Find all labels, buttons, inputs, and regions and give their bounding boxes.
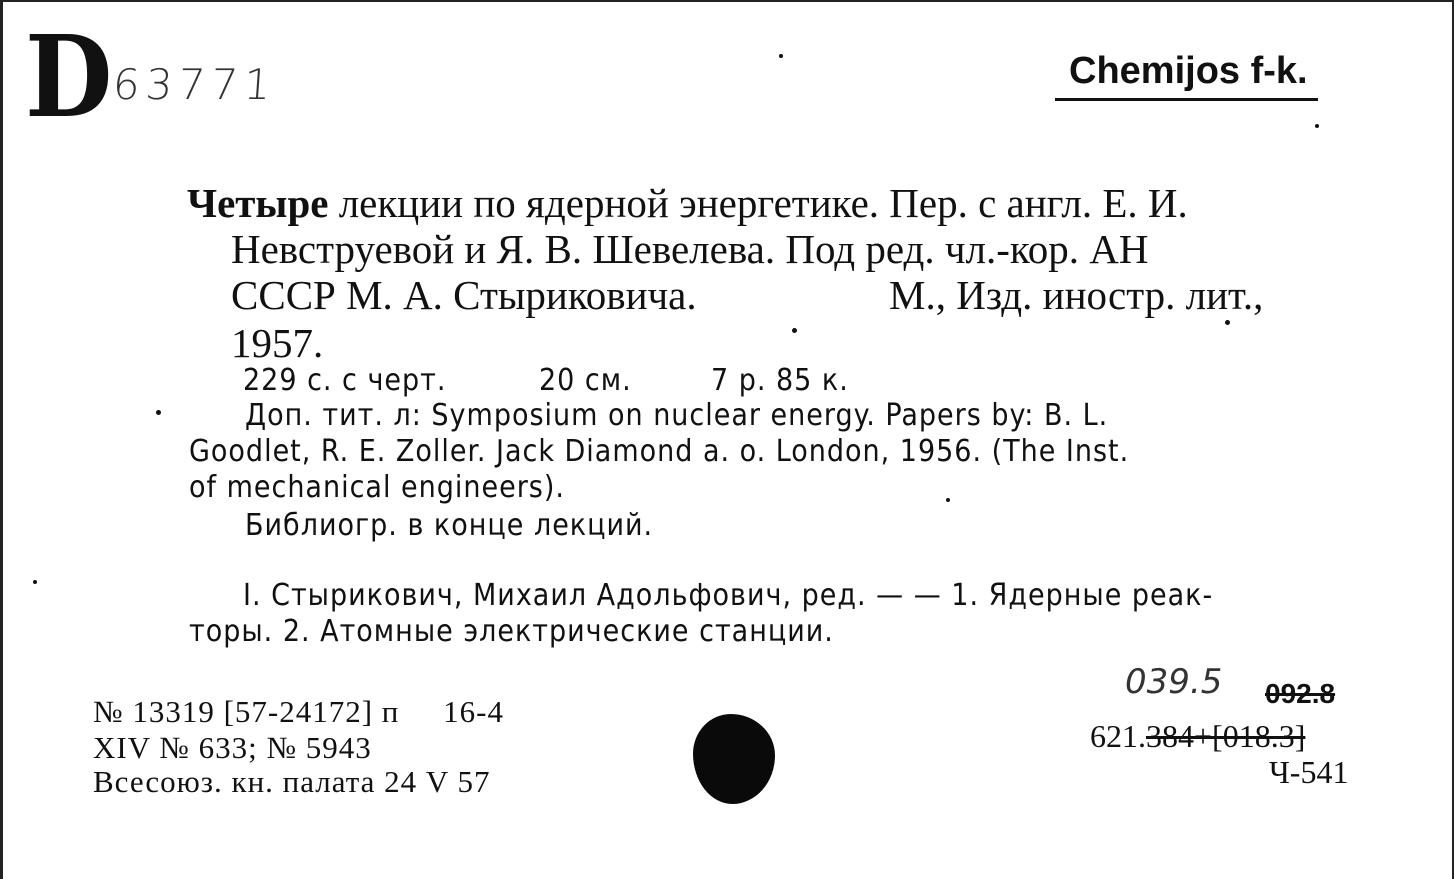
registry-line-2: XIV № 633; № 5943 [93,730,372,765]
alt-title-line-2: Goodlet, R. E. Zoller. Jack Diamond a. o. London, 1956. (The Inst. [189,434,1130,469]
entry-line-2: Невструевой и Я. В. Шевелева. Под ред. чл.-кор. АН [231,226,1149,272]
price-description: 7 р. 85 к. [711,363,849,398]
library-stamp [1069,50,1308,93]
alt-title-line-3: of mechanical engineers). [189,470,565,505]
handwritten-accession-number: 63771 [111,60,279,109]
ink-speck [1225,320,1230,325]
call-letter: D [25,12,113,143]
struck-classification: 092.8 [1265,678,1336,709]
size-description: 20 см. [539,363,632,398]
pages-description: 229 с. с черт. [243,363,447,398]
ink-speck [946,498,950,502]
entry-title-word: Четыре [187,180,329,226]
ink-speck [33,580,37,584]
udc-classification [1090,718,1305,755]
registry-line-1: № 13319 [57-24172] п 16-4 [93,694,504,729]
cutter-number: Ч-541 [1269,754,1349,790]
subject-line-2: торы. 2. Атомные электрические станции. [189,614,834,649]
ink-speck [792,328,797,333]
udc-struck-part: 384+[018.3] [1146,718,1306,754]
entry-publisher: М., Изд. иностр. лит., [889,272,1264,318]
entry-line-1 [187,180,1188,227]
ink-speck [1315,124,1319,128]
stamp-underline [1055,98,1318,101]
ink-blot [693,714,775,804]
library-stamp-text: Chemijos f-k. [1069,50,1308,92]
bibliography-note: Библиогр. в конце лекций. [245,508,654,543]
ink-speck [156,410,161,415]
entry-year: 1957. [231,320,324,366]
alt-title-line-1: Доп. тит. л: Symposium on nuclear energy. Papers by: B. L. [245,398,1109,433]
entry-title-rest: лекции по ядерной энергетике. Пер. с англ. Е. И. [328,180,1188,226]
handwritten-classification: 039.5 [1125,662,1223,702]
registry-line-3: Всесоюз. кн. палата 24 V 57 [93,764,491,799]
udc-code: 621. [1090,718,1146,754]
ink-speck [779,54,783,58]
entry-line-3: СССР М. А. Стыриковича. [231,272,697,318]
subject-line-1: I. Стырикович, Михаил Адольфович, ред. — — 1. Ядерные реак- [243,578,1214,613]
